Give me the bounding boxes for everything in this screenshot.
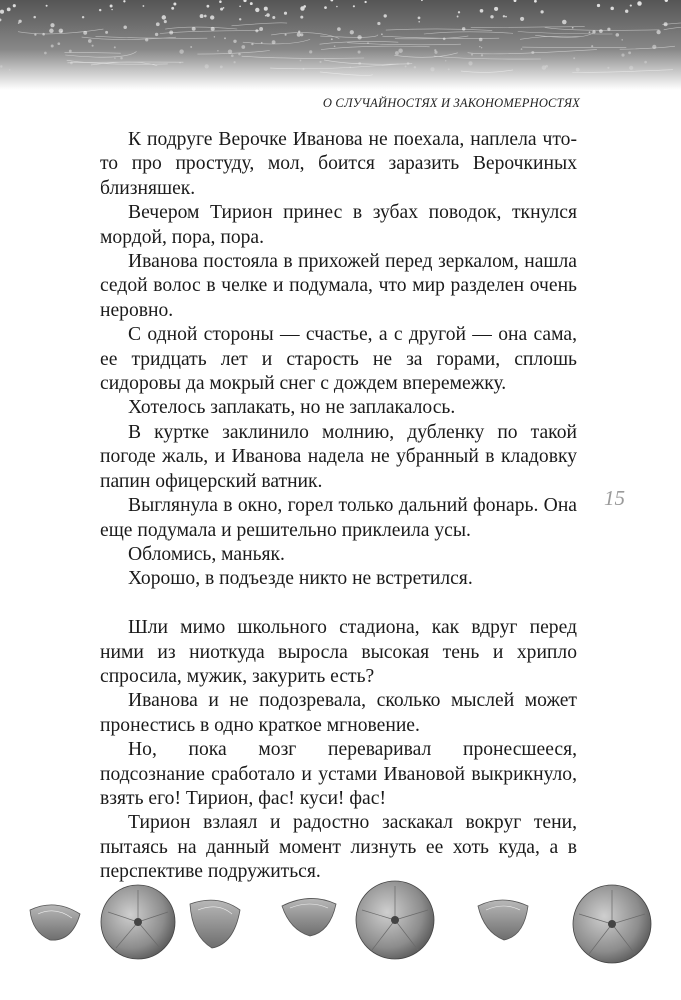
paragraph: Шли мимо школьного стадиона, как вдруг перед ними из ниоткуда выросла высокая тень и хрипло спросила, мужик, закурить есть? bbox=[100, 617, 577, 687]
paragraph: Вечером Тирион принес в зубах поводок, ткнулся мордой, пора, пора. bbox=[100, 202, 577, 248]
paragraph: Обломись, маньяк. bbox=[128, 543, 285, 565]
section-break bbox=[100, 592, 577, 616]
paragraph: Но, пока мозг переваривал пронесшееся, подсознание сработало и устами Ивановой выкрикнуло, взять его! Тирион, фас! куси! фас! bbox=[100, 739, 577, 809]
paragraph: Выглянула в окно, горел только дальний фонарь. Она еще подумала и решительно приклеила усы. bbox=[100, 495, 577, 541]
paragraph: Иванова постояла в прихожей перед зеркалом, нашла седой волос в челке и подумала, что мир разделен очень неровно. bbox=[100, 251, 577, 321]
paragraph: В куртке заклинило молнию, дубленку по такой погоде жаль, и Иванова надела не убранный в кладовку папин офицерский ватник. bbox=[100, 421, 577, 492]
tangerine-icon bbox=[101, 885, 175, 959]
page-number: 15 bbox=[604, 486, 625, 510]
body-text bbox=[100, 128, 577, 885]
tangerine-icon bbox=[573, 885, 651, 963]
tangerine-border bbox=[0, 880, 681, 990]
tangerine-slice-icon bbox=[190, 900, 240, 948]
running-header: О СЛУЧАЙНОСТЯХ И ЗАКОНОМЕРНОСТЯХ bbox=[322, 96, 580, 110]
paragraph: К подруге Верочке Иванова не поехала, наплела что-то про простуду, мол, боится заразить Верочкиных близняшек. bbox=[100, 129, 577, 199]
paragraph: Хорошо, в подъезде никто не встретился. bbox=[128, 568, 473, 590]
tangerine-slice-icon bbox=[30, 905, 80, 940]
paragraph: Тирион взлаял и радостно заскакал вокруг тени, пытаясь на данный момент лизнуть ее хоть куда, а в перспективе подружиться. bbox=[100, 812, 577, 883]
tangerine-slice-icon bbox=[478, 900, 528, 940]
paragraph: С одной стороны — счастье, а с другой — она сама, ее тридцать лет и старость не за горами, сплошь сидоровы да мокрый снег с дождем вперемежку. bbox=[100, 324, 577, 395]
tangerine-icon bbox=[356, 881, 434, 959]
paragraph: Иванова и не подозревала, сколько мыслей может пронестись в одно краткое мгновение. bbox=[100, 690, 577, 736]
paragraph: Хотелось заплакать, но не заплакалось. bbox=[128, 397, 456, 419]
tangerine-slice-icon bbox=[282, 898, 336, 936]
snow-dots-border bbox=[0, 0, 681, 90]
